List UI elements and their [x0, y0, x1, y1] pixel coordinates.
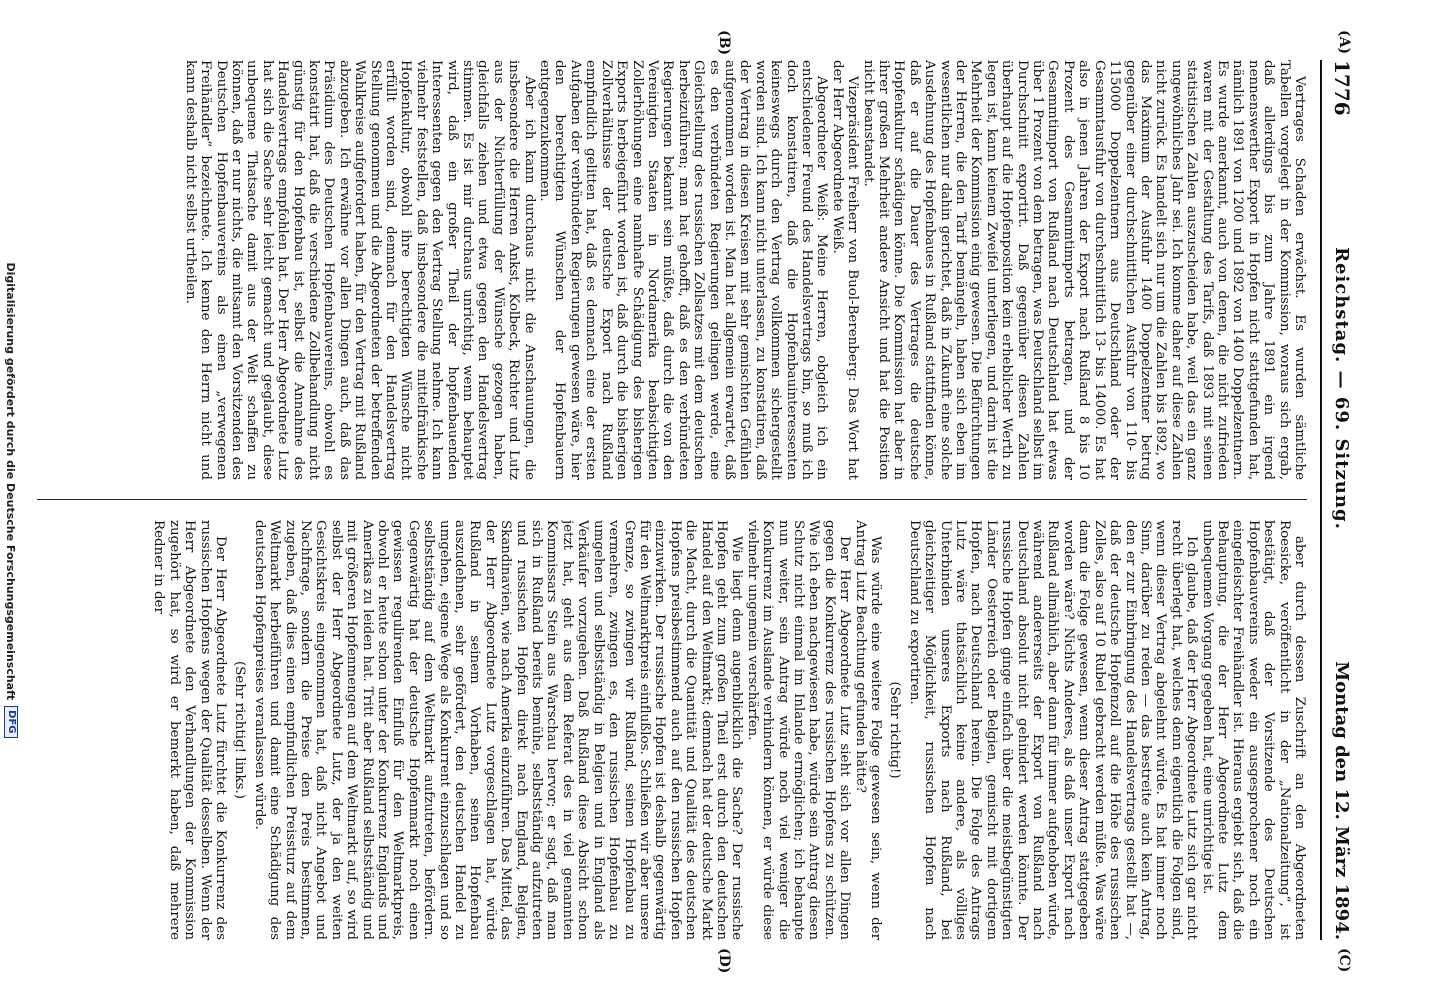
paragraph: Vertrages Schaden erwächst. Es wurden sämtliche Tabellen vorgelegt in der Kommission, woraus sich ergab, daß allerdings bis zum Jahre 1891 ein irgend nennenswerther Export in Hopfen nicht stattgefunden hat, nämlich 1891 von 1200 und 1892 von 1400 Doppelzentnern. Es wurde anerkannt, auch von denen, die nicht zufrieden waren mit der Gestaltung des Tarifs, daß 1893 mit seinen statistischen Zahlen auszuscheiden habe, weil das ein ganz ungewöhnliches Jahr sei. Ich komme daher auf diese Zahlen nicht zurück. Es handelt sich nur um die Zahlen bis 1892, wo das Maximum der Ausfuhr 1400 Doppelzentner betrug gegenüber einer durchschnittlichen Ausfuhr von 110- bis 115000 Doppelzentnern aus Deutschland oder der Gesammtausfuhr von durchschnittlich 13- bis 14000. Es hat also in jenen Jahren der Export nach Rußland 8 bis 10 Prozent des Gesammtimports betragen, und der Gesammtimport von Rußland nach Deutschland hat etwas über 1 Prozent von dem betragen, was Deutschland selbst im Durchschnitt exportirt. Daß gegenüber diesen Zahlen überhaupt auf die Hopfenposition kein erheblicher Werth zu legen ist, kann keinem Zweifel unterliegen, und darin ist die Mehrheit der Kommission einig gewesen. Die Befürchtungen der Herren, die den Tarif bemängeln, haben sich eben im wesentlichen nur dahin gerichtet, daß in Zukunft eine solche Ausdehnung des Hopfenbaues in Rußland stattfinden könne, daß er auf die Dauer des Vertrages die deutsche Hopfenkultur schädigen könne. Die Kommission hat aber in ihrer großen Mehrheit andere Ansicht und hat die Position nicht beanstandet. — [860, 60, 1307, 480]
paragraph: Wie liegt denn augenblicklich die Sache? Der russische Hopfen geht zum großen Theil erst durch den deutschen Handel auf den Weltmarkt; demnach hat der deutsche Markt die Macht, durch die Quantität und Qualität des deutschen Hopfens preisbestimmend auch auf den russischen Hopfen einzuwirken. Der russische Hopfen ist deshalb gegenwärtig für den Weltmarktpreis einflußlos. Schließen wir aber unsere Grenze, so zwingen wir Rußland, seinen Hopfenbau zu vermehren, zwingen es, den russischen Hopfenbau zu umgehen und selbstständig in Belgien und in England als Verkäufer vorzugehen. Daß Rußland diese Absicht schon jetzt hat, geht aus dem Referat des in viel genannten Kommissars Stein aus Warschau hervor; er sagt, daß man sich in Rußland bereits bemühe, selbstständig aufzutreten und russischen Hopfen direkt nach England, Belgien, Skandinavien, wie nach Amerika einzuführen. Das Mittel, das der Herr Abgeordnete Lutz vorgeschlagen hat, würde Rußland in seinem Vorhaben, seinen Hopfenbau auszudehnen, sehr gefördert, den deutschen Handel zu umgehen, eigene Wege als Konkurrent einzuschlagen und so selbstständig auf dem Weltmarkt aufzutreten, befördern. Gegenwärtig hat der deutsche Hopfenmarkt noch einen gewissen regulirenden Einfluß für den Weltmarktpreis, obwohl er heute schon unter der Konkurrenz Englands und Amerikas zu leiden hat. Tritt aber Rußland selbstständig und mit größeren Hopfenmengen auf dem Weltmarkt auf, so wird selbst der Herr Abgeordnete Lutz, der ja den weiten Gesichtskreis eingenommen hat, daß nicht Angebot und Nachfrage, sondern die Preise den Preis bestimmen, zugeben, daß dies einen empfindlichen Preissturz auf dem Weltmarkt herbeiführen und damit eine Schädigung des deutschen Hopfenpreises veranlassen würde. — [251, 520, 745, 940]
margin-marker-c: (C) — [1336, 948, 1352, 973]
session-date: Montag den 12. März 1894. — [1331, 661, 1353, 940]
digitization-credit — [0, 0, 22, 1000]
margin-marker-a: (A) — [1336, 30, 1352, 55]
session-title: Reichstag. — 69. Sitzung. — [1331, 247, 1353, 530]
paragraph: aber durch dessen Zuschrift an den Abgeordneten Roesicke, veröffentlicht in der „Nationalzeitung“, ist bestätigt, daß der Vorsitzende des Deutschen Hopfenbauvereins weder ein ausgesprochener noch ein eingefleischter Freihändler ist. Hieraus ergiebt sich, daß die Behauptung, die der Herr Abgeordnete Lutz dem unbequemen Vorgang gegeben hat, eine unrichtige ist. — [1199, 520, 1307, 940]
paragraph: Der Herr Abgeordnete Lutz fürchtet die Konkurrenz des russischen Hopfens wegen der Qualität desselben. Wenn der Herr Abgeordnete den Verhandlungen der Kommission zugehört hat, so wird er bemerkt haben, daß mehrere Redner in der — [151, 520, 228, 940]
paragraph: Aber ich kann durchaus nicht die Anschauungen, die insbesondere die Herren Ankst, Kolbeck, Richter und Lutz aus der Nichterfüllung der Wünsche gezogen haben, gleichfalls ziehen und etwa gegen den Handelsvertrag stimmen. Es ist mir durchaus unrichtig, wenn behauptet wird, daß ein großer Theil der hopfenbauenden Interessenten gegen den Vertrag Stellung nehme. Ich kann vielmehr feststellen, daß insbesondere die mittelfränkische Hopfenkultur, obwohl ihre berechtigten Wünsche nicht erfüllt worden sind, demnach für den Handelsvertrag Stellung genommen und die Abgeordneten der betreffenden Wahlkreise aufgefordert haben, für den Vertrag mit Rußland abzugeben. Ich erwähne vor allen Dingen auch, daß das Präsidium des Deutschen Hopfenbauvereins, obwohl es konstatirt hat, daß die verschiedene Zollbehandlung nicht günstig für den Hopfenbau ist, selbst die Annahme des Handelsvertrags empfohlen hat. Der Herr Abgeordnete Lutz hat sich die Sache sehr leicht gemacht und geglaubt, diese unbequeme Thatsache damit aus der Welt schaffen zu können, daß er nur nichts, die mitsamt den Vorsitzenden des Deutschen Hopfenbauvereins als einen „verwegenen Freihändler“ bezeichnete. Ich kenne den Herrn nicht und kann deshalb nicht selbst urtheilen. — [182, 60, 537, 480]
paragraph: Vizepräsident Freiherr von Buol-Berenberg: Das Wort hat der Herr Abgeordnete Weiß. — [829, 60, 861, 480]
right-column — [37, 520, 1307, 940]
page-number: 1776 — [1330, 60, 1354, 116]
paragraph: Der Herr Abgeordnete Lutz sieht sich vor allen Dingen gegen die Konkurrenz des russischen Hopfens zu schützen. Wie ich eben nachgewiesen habe, würde sein Antrag diesen Schutz nicht einmal im Inlande ermöglichen; ich behaupte nun weiter, sein Antrag würde noch viel weniger die Konkurrenz im Auslande verhindern können, er würde diese vielmehr ungemein verschärfen. — [744, 520, 853, 940]
column-divider — [37, 499, 1307, 500]
left-column — [37, 60, 1307, 480]
margin-marker-d: (D) — [716, 948, 732, 974]
margin-marker-b: (B) — [716, 30, 732, 56]
page-header — [1320, 60, 1362, 940]
paragraph: Was würde eine weitere Folge gewesen sein, wenn der Antrag Lutz Beachtung gefunden hätte? — [852, 520, 884, 940]
credit-text: Digitalisierung gefördert durch die Deutsche Forschungsgemeinschaft — [4, 262, 18, 701]
paragraph: Ich glaube, daß der Herr Abgeordnete Lutz sich gar nicht recht überlegt hat, welches denn eigentlich die Folgen sind, wenn dieser Vertrag abgelehnt würde. Es hat immer noch Sinn, darüber zu reden — das bestreite auch kein Antrag, den er zur Einbringung des Handelsvertrags gestellt hat —, daß der deutsche Hopfenzoll auf die Höhe des russischen Zolles, also auf 10 Rubel gebracht werden müßte. Was wäre dann die Folge gewesen, wenn dieser Antrag stattgegeben worden wäre? Nichts Anderes, als daß unser Export nach Rußland allmählich, aber dann für immer aufgehoben würde, während andererseits der Export von Rußland nach Deutschland absolut nicht gehindert werden könnte. Der russische Hopfen ginge einfach über die meistbegünstigten Länder Oesterreich oder Belgien, gemischt mit dortigem Hopfen, nach Deutschland herein. Die Folge des Antrags Lutz wäre thatsächlich keine andere, als völliges Unterbinden unseres Exports nach Rußland, bei gleichzeitiger Möglichkeit, russischen Hopfen nach Deutschland zu exportiren. — [906, 520, 1200, 940]
paragraph: Abgeordneter Weiß: Meine Herren, obgleich ich ein entschiedener Freund des Handelsvertrags bin, so muß ich doch konstatiren, daß die Hopfenbauinteressenten keineswegs durch den Vertrag vollkommen sichergestellt worden sind. Ich kann nicht unterlassen, zu konstatiren, daß der Vertrag in diesen Kreisen mit sehr gemischten Gefühlen aufgenommen worden ist. Man hat allgemein erwartet, daß es den verbündeten Regierungen gelingen werde, eine Gleichstellung des russischen Zollsatzes mit dem deutschen herbeizuführen; man hat gehofft, daß es den verbündeten Regierungen bekannt sein müßte, daß durch die von den Vereinigten Staaten in Nordamerika beabsichtigten Zollerhöhungen eine namhafte Schädigung des bisherigen Exports herbeigeführt worden ist, daß durch die bisherigen Zollverhältnisse der deutsche Export nach Rußland empfindlich gelitten hat, daß es demnach eine der ersten Aufgaben der verbündeten Regierungen gewesen wäre, hier den berechtigten Wünschen der Hopfenbauern entgegenzukommen. — [537, 60, 830, 480]
interjection: (Sehr richtig! links.) — [232, 661, 248, 799]
interjection: (Sehr richtig!) — [887, 681, 903, 779]
dfg-logo: DFG — [4, 706, 18, 737]
